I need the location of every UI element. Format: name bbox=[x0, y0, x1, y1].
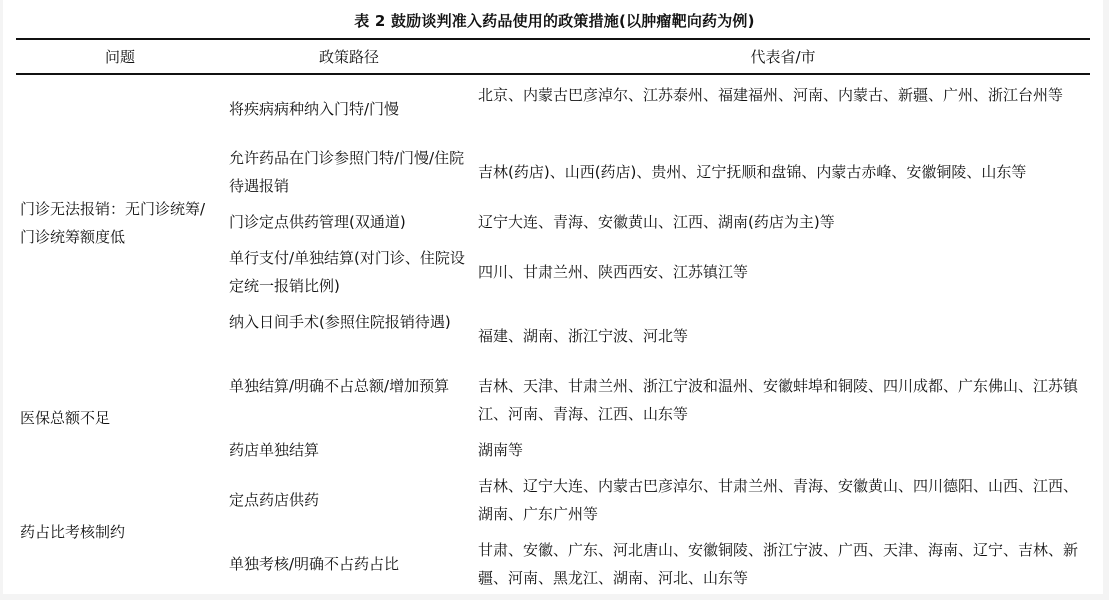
header-regions: 代表省/市 bbox=[750, 48, 816, 66]
policy-path-cell: 门诊定点供药管理(双通道) bbox=[229, 213, 406, 231]
policy-path-cell: 定点药店供药 bbox=[229, 491, 320, 509]
regions-cell: 甘肃、安徽、广东、河北唐山、安徽铜陵、浙江宁波、广西、天津、海南、辽宁、吉林、新疆、河南、黑龙江、湖南、河北、山东等 bbox=[478, 541, 1079, 587]
table-top-rule bbox=[16, 38, 1090, 40]
policy-path-cell: 纳入日间手术(参照住院报销待遇) bbox=[229, 313, 451, 331]
regions-cell: 吉林、辽宁大连、内蒙古巴彦淖尔、甘肃兰州、青海、安徽黄山、四川德阳、山西、江西、湖南、广东广州等 bbox=[478, 477, 1079, 523]
table-header-rule bbox=[16, 73, 1090, 75]
problem-cell: 门诊无法报销：无门诊统筹/门诊统筹额度低 bbox=[20, 200, 206, 246]
problem-cell: 药占比考核制约 bbox=[20, 523, 126, 541]
regions-cell: 湖南等 bbox=[478, 441, 524, 459]
regions-cell: 辽宁大连、青海、安徽黄山、江西、湖南(药店为主)等 bbox=[478, 213, 835, 231]
regions-cell: 吉林、天津、甘肃兰州、浙江宁波和温州、安徽蚌埠和铜陵、四川成都、广东佛山、江苏镇江、河南、青海、江西、山东等 bbox=[478, 377, 1079, 423]
header-problem: 问题 bbox=[104, 48, 135, 66]
regions-cell: 北京、内蒙古巴彦淖尔、江苏泰州、福建福州、河南、内蒙古、新疆、广州、浙江台州等 bbox=[478, 86, 1064, 104]
header-policy-path: 政策路径 bbox=[318, 48, 379, 66]
regions-cell: 福建、湖南、浙江宁波、河北等 bbox=[478, 327, 689, 345]
regions-cell: 四川、甘肃兰州、陕西西安、江苏镇江等 bbox=[478, 263, 749, 281]
policy-path-cell: 单独考核/明确不占药占比 bbox=[229, 555, 400, 573]
policy-path-cell: 单行支付/单独结算(对门诊、住院设定统一报销比例) bbox=[229, 249, 465, 295]
problem-cell: 医保总额不足 bbox=[20, 409, 111, 427]
policy-path-cell: 将疾病病种纳入门特/门慢 bbox=[229, 100, 400, 118]
policy-path-cell: 允许药品在门诊参照门特/门慢/住院待遇报销 bbox=[229, 149, 465, 195]
policy-path-cell: 单独结算/明确不占总额/增加预算 bbox=[229, 377, 450, 395]
policy-path-cell: 药店单独结算 bbox=[229, 441, 320, 459]
regions-cell: 吉林(药店)、山西(药店)、贵州、辽宁抚顺和盘锦、内蒙古赤峰、安徽铜陵、山东等 bbox=[478, 163, 1027, 181]
table-title: 表 2 鼓励谈判准入药品使用的政策措施(以肿瘤靶向药为例) bbox=[354, 12, 755, 30]
